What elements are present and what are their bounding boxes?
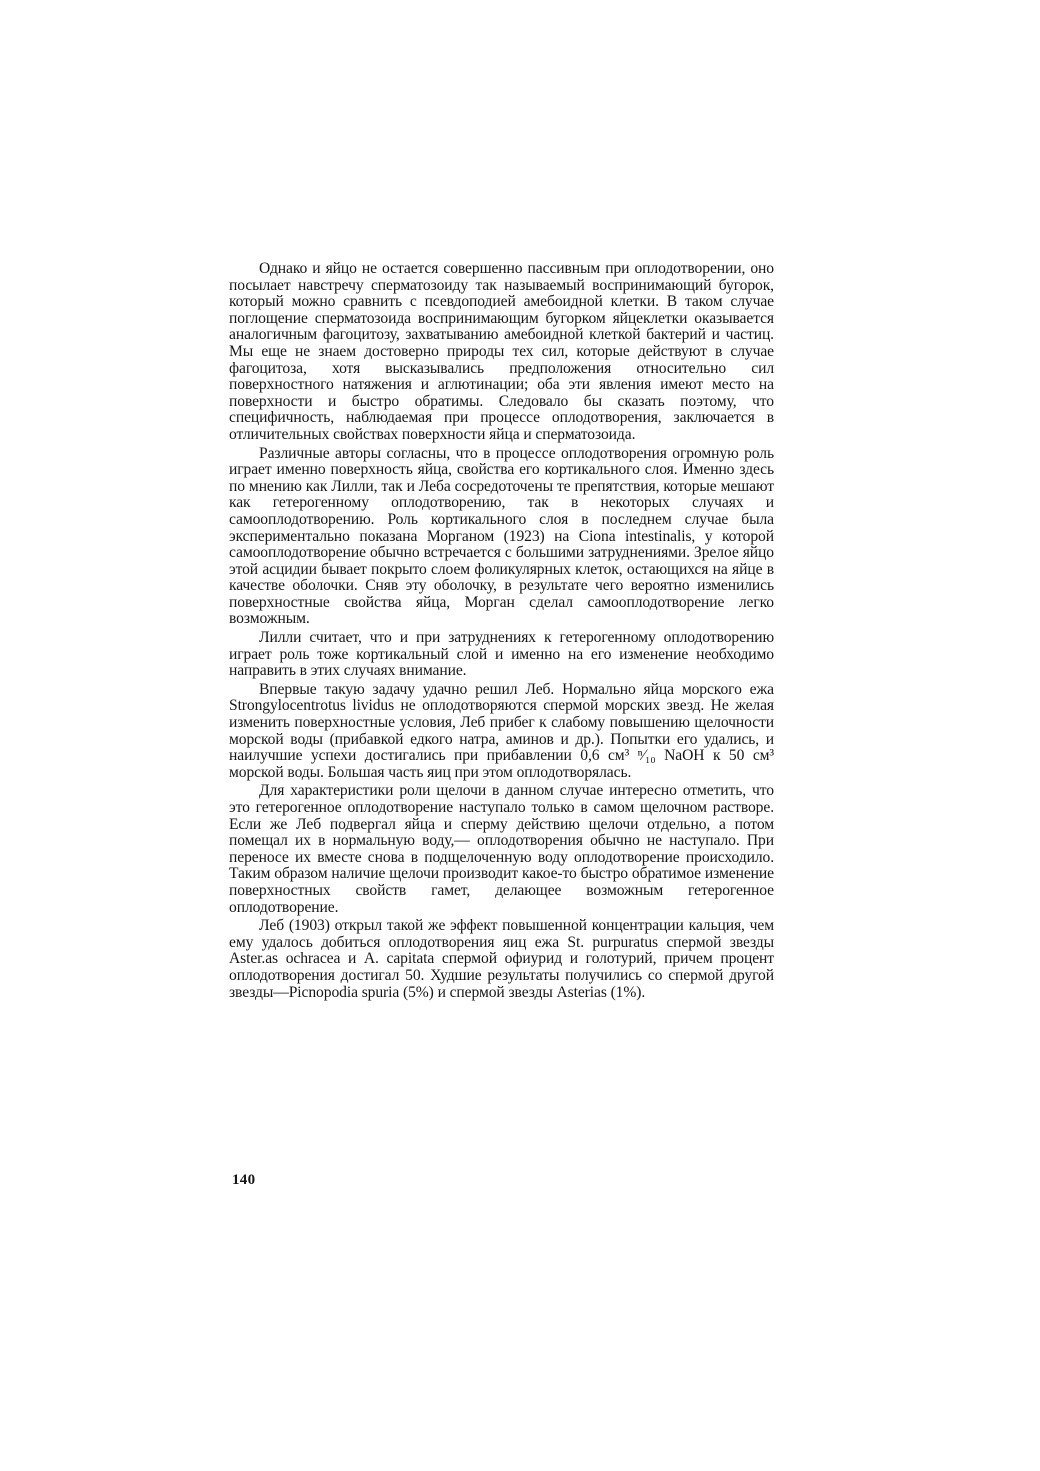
paragraph-3: Лилли считает, что и при затруднениях к гетерогенному оплодотворению играет роль тоже кортикальный слой и именно на его изменение необходимо направить в этих случаях внимание. — [229, 629, 774, 680]
paragraph-4: Впервые такую задачу удачно решил Леб. Нормально яйца морского ежа Strongylocentrotus lividus не оплодотворяются спермой морских звезд. Не желая изменить поверхностные условия, Леб прибег к слабому повышению щелочности морской воды (прибавкой едкого натра, аминов и др.). Попытки его удались, и наилучшие успехи достигались при прибавлении 0,6 см³ ⁿ⁄₁₀ NaOH к 50 см³ морской воды. Большая часть яиц при этом оплодотворялась. — [229, 680, 774, 781]
paragraph-2: Различные авторы согласны, что в процессе оплодотворения огромную роль играет именно поверхность яйца, свойства его кортикального слоя. Именно здесь по мнению как Лилли, так и Леба сосредоточены те препятствия, которые мешают как гетерогенному оплодотворению, так в некоторых случаях и самооплодотворению. Роль кортикального слоя в последнем случае была экспериментально показана Морганом (1923) на Ciona intestinalis, у которой самооплодотворение обычно встречается с большими затруднениями. Зрелое яйцо этой асцидии бывает покрыто слоем фоликулярных клеток, остающихся на яйце в качестве оболочки. Сняв эту оболочку, в результате чего вероятно изменились поверхностные свойства яйца, Морган сделал самооплодотворение легко возможным. — [229, 444, 774, 628]
paragraph-1: Однако и яйцо не остается совершенно пассивным при оплодотворении, оно посылает навстречу сперматозоиду так называемый воспринимающий бугорок, который можно сравнить с псевдоподией амебоидной клетки. В таком случае поглощение сперматозоида воспринимающим бугорком яйцеклетки оказывается аналогичным фагоцитозу, захватыванию амебоидной клеткой бактерий и частиц. Мы еще не знаем достоверно природы тех сил, которые действуют в случае фагоцитоза, хотя высказывались предположения относительно сил поверхностного натяжения и аглютинации; оба эти явления имеют место на поверхности и быстро обратимы. Следовало бы сказать поэтому, что специфичность, наблюдаемая при процессе оплодотворения, заключается в отличительных свойствах поверхности яйца и сперматозоида. — [229, 260, 774, 443]
paragraph-5: Для характеристики роли щелочи в данном случае интересно отметить, что это гетерогенное оплодотворение наступало только в самом щелочном растворе. Если же Леб подвергал яйца и сперму действию щелочи отдельно, а потом помещал их в нормальную воду,— оплодотворения обычно не наступало. При переносе их вместе снова в подщелоченную воду оплодотворение происходило. Таким образом наличие щелочи производит какое-то быстро обратимое изменение поверхностных свойств гамет, делающее возможным гетерогенное оплодотворение. — [229, 782, 774, 916]
page-number: 140 — [232, 1172, 256, 1188]
paragraph-6: Леб (1903) открыл такой же эффект повышенной концентрации кальция, чем ему удалось добиться оплодотворения яиц ежа St. purpuratus спермой звезды Aster.as ochracea и A. capitata спермой офиурид и голотурий, причем процент оплодотворения достигал 50. Худшие результаты получились со спермой другой звезды—Picnopodia spuria (5%) и спермой звезды Asterias (1%). — [229, 917, 774, 1001]
body-text — [229, 261, 774, 1003]
